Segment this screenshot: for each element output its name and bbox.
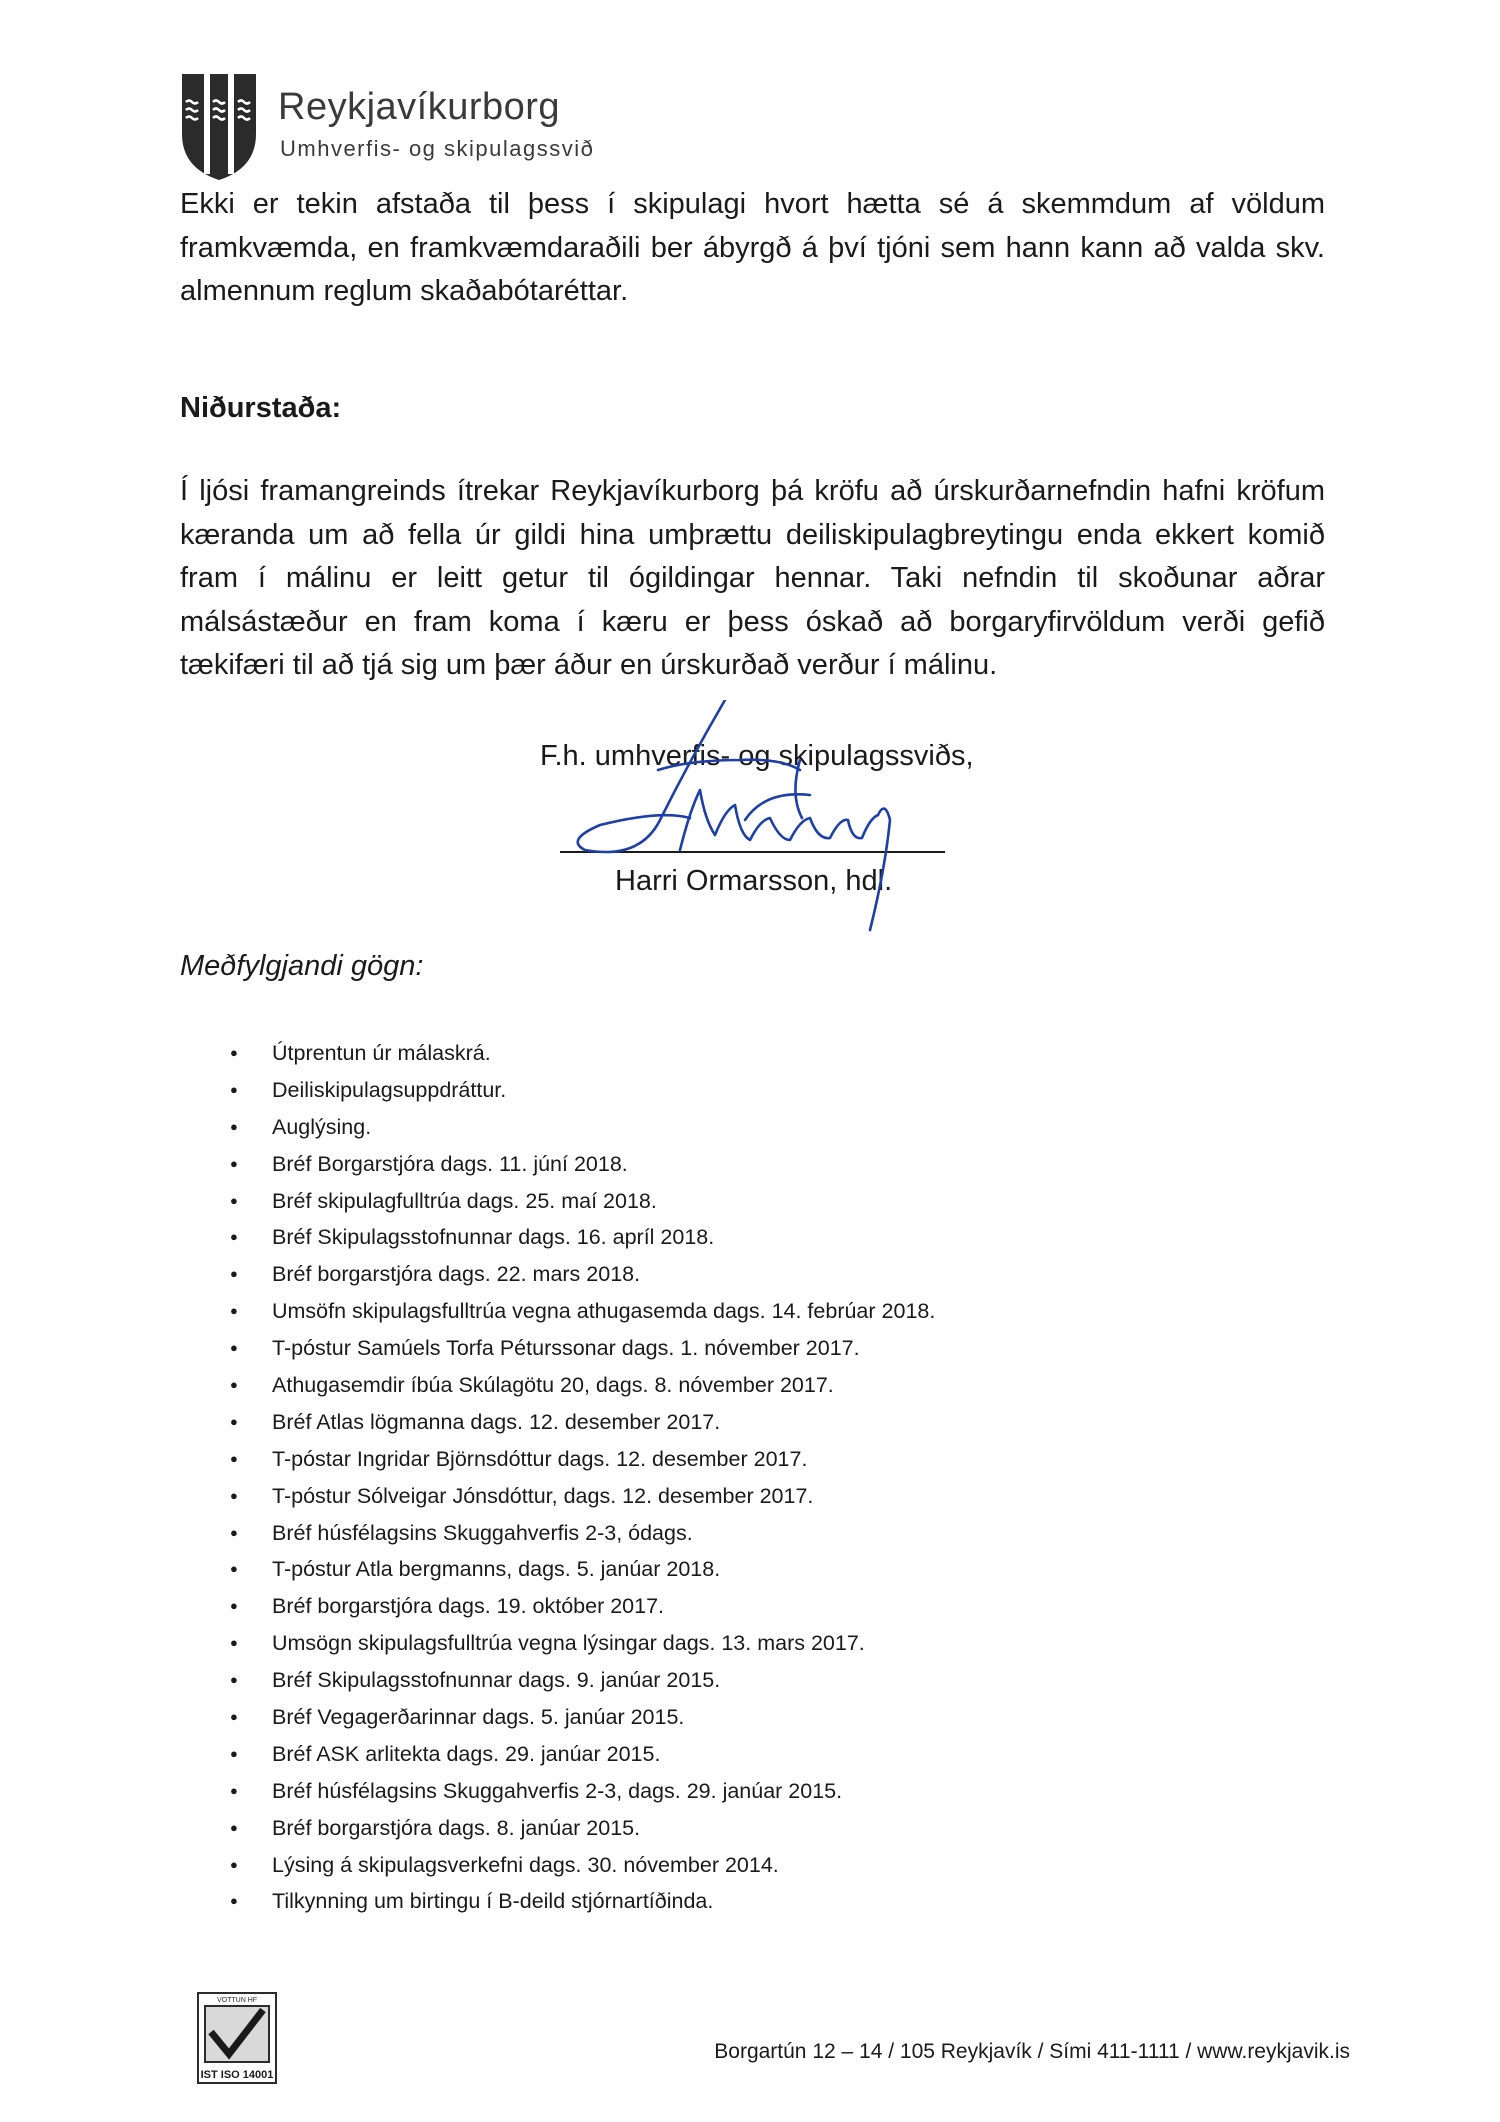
list-item: ● Bréf Vegagerðarinnar dags. 5. janúar 2015. xyxy=(180,1699,1280,1736)
list-item: ● Bréf Skipulagsstofnunnar dags. 16. apríl 2018. xyxy=(180,1219,1280,1256)
iso-certification-logo xyxy=(197,1992,277,2084)
list-item: ● T-póstur Sólveigar Jónsdóttur, dags. 12. desember 2017. xyxy=(180,1478,1280,1515)
list-item: ● Bréf Atlas lögmanna dags. 12. desember 2017. xyxy=(180,1404,1280,1441)
paragraph-liability: Ekki er tekin afstaða til þess í skipulagi hvort hætta sé á skemmdum af völdum framkvæmda, en framkvæmdaraðili ber ábyrgð á því tjóni sem hann kann að valda skv. almennum reglum skaðabótaréttar. xyxy=(180,188,1325,307)
list-item: ● Bréf borgarstjóra dags. 8. janúar 2015. xyxy=(180,1810,1280,1847)
handwritten-signature xyxy=(540,700,960,940)
list-item: ● Umsöfn skipulagsfulltrúa vegna athugasemda dags. 14. febrúar 2018. xyxy=(180,1293,1280,1330)
conclusion-paragraph: Í ljósi framangreinds ítrekar Reykjavíkurborg þá kröfu að úrskurðarnefndin hafni kröfum kæranda um að fella úr gildi hina umþrættu deiliskipulagbreytingu enda ekkert komið fram í málinu er leitt getur til ógildingar hennar. Taki nefndin til skoðunar aðrar málsástæður en fram koma í kæru er þess óskað að borgaryfirvöldum verði gefið tækifæri til að tjá sig um þær áður en úrskurðað verður í málinu. xyxy=(180,475,1325,681)
list-item: ● Útprentun úr málaskrá. xyxy=(180,1035,1280,1072)
department-name: Umhverfis- og skipulagssvið xyxy=(280,136,595,161)
list-item: ● Bréf borgarstjóra dags. 19. október 2017. xyxy=(180,1588,1280,1625)
list-item: ● T-póstur Samúels Torfa Péturssonar dags. 1. nóvember 2017. xyxy=(180,1330,1280,1367)
list-item: ● Bréf borgarstjóra dags. 22. mars 2018. xyxy=(180,1256,1280,1293)
certification-code: IST ISO 14001 xyxy=(200,2069,274,2081)
list-item: ● Bréf húsfélagsins Skuggahverfis 2-3, ódags. xyxy=(180,1515,1280,1552)
list-item: ● T-póstur Atla bergmanns, dags. 5. janúar 2018. xyxy=(180,1551,1280,1588)
footer-address: Borgartún 12 – 14 / 105 Reykjavík / Sími 411-1111 / www.reykjavik.is xyxy=(714,2040,1350,2063)
list-item: ● T-póstar Ingridar Björnsdóttur dags. 12. desember 2017. xyxy=(180,1441,1280,1478)
certification-label: VOTTUN HF xyxy=(216,1997,258,2004)
list-item: ● Bréf ASK arlitekta dags. 29. janúar 2015. xyxy=(180,1736,1280,1773)
list-item: ● Bréf húsfélagsins Skuggahverfis 2-3, dags. 29. janúar 2015. xyxy=(180,1773,1280,1810)
list-item: ● Auglýsing. xyxy=(180,1109,1280,1146)
signature-block xyxy=(540,700,974,940)
list-item: ● Bréf skipulagfulltrúa dags. 25. maí 2018. xyxy=(180,1183,1280,1220)
signatory-name: Harri Ormarsson, hdl. xyxy=(615,865,893,897)
list-item: ● Deiliskipulagsuppdráttur. xyxy=(180,1072,1280,1109)
organization-name: Reykjavíkurborg xyxy=(278,86,561,128)
reykjavik-coat-of-arms-logo xyxy=(180,72,258,182)
signature-rule xyxy=(560,851,945,853)
list-item: ● Bréf Borgarstjóra dags. 11. júní 2018. xyxy=(180,1146,1280,1183)
on-behalf-line: F.h. umhverfis- og skipulagssviðs, xyxy=(540,740,974,772)
attachments-heading: Meðfylgjandi gögn: xyxy=(180,950,424,982)
list-item: ● Tilkynning um birtingu í B-deild stjórnartíðinda. xyxy=(180,1883,1280,1920)
list-item: ● Athugasemdir íbúa Skúlagötu 20, dags. 8. nóvember 2017. xyxy=(180,1367,1280,1404)
list-item: ● Bréf Skipulagsstofnunnar dags. 9. janúar 2015. xyxy=(180,1662,1280,1699)
letterhead xyxy=(180,72,800,182)
attachments-list xyxy=(180,1035,1280,1920)
list-item: ● Lýsing á skipulagsverkefni dags. 30. nóvember 2014. xyxy=(180,1847,1280,1884)
list-item: ● Umsögn skipulagsfulltrúa vegna lýsingar dags. 13. mars 2017. xyxy=(180,1625,1280,1662)
conclusion-heading: Niðurstaða: xyxy=(180,392,342,424)
